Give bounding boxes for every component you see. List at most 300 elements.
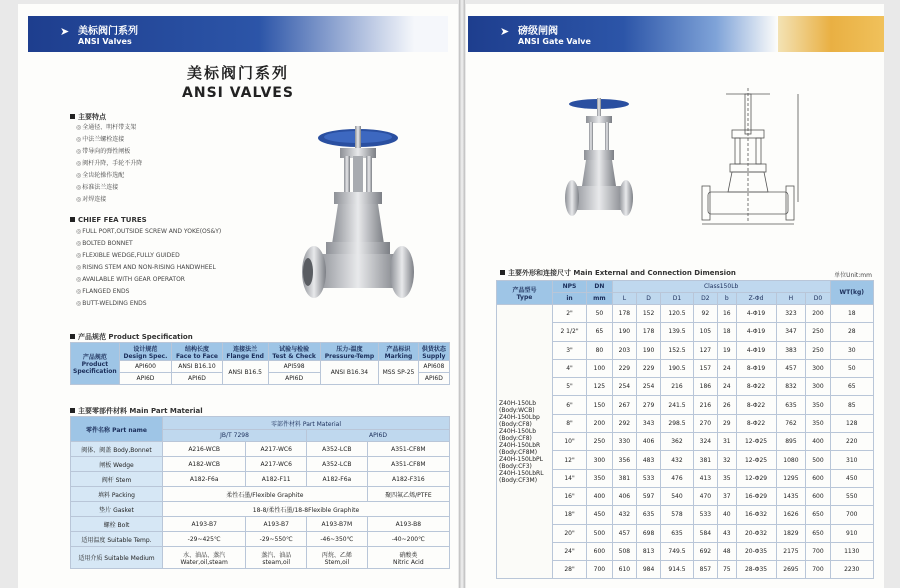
dim-cell: 157: [693, 359, 717, 377]
table-row: [71, 532, 450, 547]
material-cell: -46~350℃: [307, 532, 368, 547]
material-cell: -40~200℃: [367, 532, 449, 547]
page-title-zh: 美标阀门系列: [186, 64, 289, 82]
dim-model-line: (Body:WCB): [499, 406, 535, 414]
material-cell: [163, 547, 246, 569]
feature-item: ◎ 带导向的弹性闸板: [76, 146, 142, 158]
dim-cell: 1626: [776, 506, 806, 524]
table-row: [497, 414, 874, 432]
dim-cell: 1130: [830, 542, 873, 560]
feature-item: ◎ RISING STEM AND NON-RISING HANDWHEEL: [76, 262, 221, 274]
dim-cell: 1295: [776, 469, 806, 487]
material-cell: 聚四氟乙烯/PTFE: [367, 487, 449, 502]
dim-cell: 813: [636, 542, 660, 560]
dim-cell: 48: [717, 542, 736, 560]
dim-sub-col: D1: [661, 293, 694, 305]
dim-cell: 279: [636, 396, 660, 414]
dim-cell: 8-Φ19: [736, 359, 776, 377]
dim-cell: 5": [553, 378, 587, 396]
spec-cell: API6D: [119, 373, 172, 385]
dim-cell: 914.5: [661, 561, 694, 579]
table-row: [497, 323, 874, 341]
dim-cell: 24": [553, 542, 587, 560]
material-heading: 主要零部件材料 Main Part Material: [70, 406, 203, 416]
dim-cell: 470: [693, 487, 717, 505]
dim-cell: 152.5: [661, 341, 694, 359]
gate-valve-drawing: [688, 88, 808, 228]
material-cell: A193-B7: [163, 517, 246, 532]
dim-cell: 43: [717, 524, 736, 542]
dim-cell: 700: [587, 561, 613, 579]
material-std1: JB/T 7298: [163, 430, 307, 442]
dim-cell: 597: [636, 487, 660, 505]
dim-cell: 350: [806, 414, 830, 432]
dim-cell: 483: [636, 451, 660, 469]
dim-cell: 2": [553, 305, 587, 323]
dim-cell: 26: [717, 396, 736, 414]
feature-item: ◎ 标准法兰连接: [76, 182, 142, 194]
dim-cell: 250: [806, 323, 830, 341]
spec-cell: API6D: [418, 373, 449, 385]
dim-cell: 450: [587, 506, 613, 524]
left-header-zh: 美标阀门系列: [78, 26, 138, 37]
dim-cell: 700: [806, 561, 830, 579]
dim-cell: 190.5: [661, 359, 694, 377]
material-cell: -29~425℃: [163, 532, 246, 547]
dim-cell: 178: [612, 305, 636, 323]
dim-cell: 600: [806, 469, 830, 487]
dim-cell: 203: [612, 341, 636, 359]
left-header-band: [28, 16, 448, 52]
dim-cell: 600: [587, 542, 613, 560]
dim-cell: 600: [806, 487, 830, 505]
dim-cell: 635: [661, 524, 694, 542]
table-row: [71, 517, 450, 532]
dim-col-class: Class150Lb: [612, 281, 830, 293]
dim-cell: 24: [717, 378, 736, 396]
dim-cell: 4-Φ19: [736, 305, 776, 323]
table-row: [497, 378, 874, 396]
dim-cell: 330: [612, 433, 636, 451]
right-page: [466, 4, 884, 588]
feature-item: ◎ BOLTED BONNET: [76, 238, 221, 250]
dim-model-line: Z40H-150Lb: [499, 399, 537, 407]
dim-cell: 2 1/2": [553, 323, 587, 341]
dim-cell: 16-Φ29: [736, 487, 776, 505]
dim-cell: 700: [830, 506, 873, 524]
material-cell: A352-LCB: [307, 442, 368, 457]
feature-item: ◎ FLEXIBLE WEDGE,FULLY GUIDED: [76, 250, 221, 262]
dim-cell: 65: [830, 378, 873, 396]
dim-cell: 400: [806, 433, 830, 451]
dim-sub-mm: mm: [587, 293, 613, 305]
dim-cell: 50: [830, 359, 873, 377]
dim-cell: 85: [830, 396, 873, 414]
material-cell: [246, 547, 307, 569]
dim-cell: 700: [806, 542, 830, 560]
material-cell: A217-WC6: [246, 457, 307, 472]
dim-cell: 190: [612, 323, 636, 341]
dim-cell: 324: [693, 433, 717, 451]
dim-col-model: 产品型号 Type: [497, 281, 553, 305]
dim-cell: 381: [693, 451, 717, 469]
dim-cell: 749.5: [661, 542, 694, 560]
dim-model-line: Z40H-150LbR: [499, 441, 541, 449]
dim-cell: 650: [806, 506, 830, 524]
dim-cell: 4-Φ19: [736, 323, 776, 341]
dim-cell: 692: [693, 542, 717, 560]
dim-cell: 347: [776, 323, 806, 341]
material-row-label: 阀体、阀盖 Body,Bonnet: [71, 442, 163, 457]
dim-cell: 2175: [776, 542, 806, 560]
dim-cell: 350: [806, 396, 830, 414]
spec-cell: API6D: [172, 373, 223, 385]
dim-cell: 4-Φ19: [736, 341, 776, 359]
table-row: [71, 487, 450, 502]
dim-cell: 18: [717, 323, 736, 341]
chevron-right-icon: ➤: [500, 25, 510, 38]
material-cell: A193-B7: [246, 517, 307, 532]
dim-model-line: Z40H-150LbRL: [499, 469, 544, 477]
dim-cell: 343: [636, 414, 660, 432]
material-cell: A182-F11: [246, 472, 307, 487]
dim-cell: 250: [587, 433, 613, 451]
material-row-label: 垫片 Gasket: [71, 502, 163, 517]
features-zh-heading: 主要特点: [70, 112, 106, 122]
dim-model-line: (Body:CF3): [499, 462, 532, 470]
header-accent-bar: [778, 16, 884, 52]
dim-cell: 254: [636, 378, 660, 396]
spec-row-label: 产品规范 Product Specification: [71, 343, 120, 385]
left-page: [18, 4, 458, 588]
material-cell: A182-WCB: [163, 457, 246, 472]
dim-cell: 8-Φ22: [736, 396, 776, 414]
dim-cell: 267: [612, 396, 636, 414]
table-row: [497, 487, 874, 505]
spec-cell: API6D: [268, 373, 320, 385]
material-cell-zh: 丙烷、乙烯: [321, 551, 352, 559]
right-header-en: ANSI Gate Valve: [518, 37, 591, 46]
dim-col-nps: NPS: [553, 281, 587, 293]
material-row-label: 闸板 Wedge: [71, 457, 163, 472]
material-row-label: 螺栓 Bolt: [71, 517, 163, 532]
dim-cell: 139.5: [661, 323, 694, 341]
material-cell-en: Water,oil,steam: [180, 558, 228, 566]
dim-cell: 1435: [776, 487, 806, 505]
dim-model-line: (Body:CF8): [499, 420, 532, 428]
table-row: [71, 457, 450, 472]
dim-cell: 220: [830, 433, 873, 451]
table-row: [497, 451, 874, 469]
dim-cell: 550: [830, 487, 873, 505]
dim-cell: 37: [717, 487, 736, 505]
dim-cell: 457: [776, 359, 806, 377]
dim-cell: 32: [717, 451, 736, 469]
dim-cell: 152: [636, 305, 660, 323]
dim-cell: 80: [587, 341, 613, 359]
material-cell: A193-B8: [367, 517, 449, 532]
dim-cell: 18: [830, 305, 873, 323]
dim-cell: 150: [587, 396, 613, 414]
dim-cell: 241.5: [661, 396, 694, 414]
dim-sub-col: b: [717, 293, 736, 305]
feature-item: ◎ 对焊连接: [76, 194, 142, 206]
dim-cell: 120.5: [661, 305, 694, 323]
dim-cell: 20": [553, 524, 587, 542]
material-row-label: 填料 Packing: [71, 487, 163, 502]
dim-cell: 35: [717, 469, 736, 487]
dim-sub-col: D2: [693, 293, 717, 305]
dim-cell: 229: [612, 359, 636, 377]
dim-cell: 10": [553, 433, 587, 451]
dim-cell: 200: [806, 305, 830, 323]
material-col-part: 零件名称 Part name: [71, 417, 163, 442]
dimension-heading: 主要外形和连接尺寸 Main External and Connection Dimension: [500, 268, 736, 278]
dim-cell: 2695: [776, 561, 806, 579]
table-row: [497, 396, 874, 414]
dim-cell: 381: [612, 469, 636, 487]
dim-cell: 14": [553, 469, 587, 487]
spec-cell: API608: [418, 361, 449, 373]
spec-cell: ANSI B16.10: [172, 361, 223, 373]
material-row-label: 适用介质 Suitable Medium: [71, 547, 163, 569]
dim-cell: 698: [636, 524, 660, 542]
dim-cell: 4": [553, 359, 587, 377]
dim-cell: 350: [587, 469, 613, 487]
dim-sub-col: L: [612, 293, 636, 305]
spec-heading: 产品规范 Product Specification: [70, 332, 193, 342]
dim-cell: 533: [636, 469, 660, 487]
material-cell-en: steam,oil: [262, 558, 290, 566]
dim-cell: 50: [587, 305, 613, 323]
dim-cell: 413: [693, 469, 717, 487]
dim-cell: 12": [553, 451, 587, 469]
dim-cell: 216: [661, 378, 694, 396]
dim-model-line: Z40H-150Lbp: [499, 413, 540, 421]
material-std2: API6D: [307, 430, 450, 442]
table-row: [497, 341, 874, 359]
dim-model-line: Z40H-150Lb: [499, 427, 537, 435]
dim-cell: 29: [717, 414, 736, 432]
table-row: [497, 542, 874, 560]
dim-cell: 8-Φ22: [736, 378, 776, 396]
material-cell: A182-F6a: [307, 472, 368, 487]
left-header-en: ANSI Valves: [78, 37, 132, 46]
dim-cell: 186: [693, 378, 717, 396]
dim-cell: 75: [717, 561, 736, 579]
features-en-heading: CHIEF FEA TURES: [70, 216, 147, 224]
dim-col-dn: DN: [587, 281, 613, 293]
dim-cell: 100: [587, 359, 613, 377]
spec-cell: API598: [268, 361, 320, 373]
dim-cell: 16-Φ32: [736, 506, 776, 524]
table-row: [71, 547, 450, 569]
dim-model-line: (Body:CF8M): [499, 448, 538, 456]
dim-cell: 298.5: [661, 414, 694, 432]
material-cell-zh: 硝酸类: [399, 551, 418, 559]
dim-cell: 383: [776, 341, 806, 359]
dim-cell: 200: [587, 414, 613, 432]
gate-valve-photo: [298, 126, 438, 316]
dim-cell: 650: [806, 524, 830, 542]
material-row-label: 适用温度 Suitable Temp.: [71, 532, 163, 547]
dim-cell: 92: [693, 305, 717, 323]
dim-cell: 125: [587, 378, 613, 396]
dim-cell: 857: [693, 561, 717, 579]
page-title-en: ANSI VALVES: [182, 85, 294, 101]
dim-cell: 406: [612, 487, 636, 505]
material-cell-zh: 水、油品、蒸汽: [183, 551, 226, 559]
dim-cell: 540: [661, 487, 694, 505]
table-row: [497, 433, 874, 451]
material-row-label: 阀杆 Stem: [71, 472, 163, 487]
dim-cell: 984: [636, 561, 660, 579]
dim-model-line: (Body:CF8): [499, 434, 532, 442]
dim-cell: 65: [587, 323, 613, 341]
dim-sub-col: D: [636, 293, 660, 305]
dim-cell: 356: [612, 451, 636, 469]
dim-cell: 476: [661, 469, 694, 487]
material-cell: A193-B7M: [307, 517, 368, 532]
dim-cell: 300: [806, 378, 830, 396]
dim-cell: 12-Φ25: [736, 451, 776, 469]
material-col-material: 零部件材料 Part Material: [163, 417, 450, 430]
material-table: [70, 416, 450, 569]
dim-cell: 310: [830, 451, 873, 469]
table-row: [497, 524, 874, 542]
dim-cell: 30: [830, 341, 873, 359]
dim-cell: 300: [806, 359, 830, 377]
dim-cell: 127: [693, 341, 717, 359]
dim-cell: 406: [636, 433, 660, 451]
feature-item: ◎ 阀杆升降，手轮不升降: [76, 158, 142, 170]
dim-cell: 533: [693, 506, 717, 524]
table-row: [71, 472, 450, 487]
dim-cell: 895: [776, 433, 806, 451]
features-zh-list: [76, 122, 142, 206]
dim-sub-col: Z-Φd: [736, 293, 776, 305]
dim-model-cell: [497, 305, 553, 579]
dim-cell: 3": [553, 341, 587, 359]
material-cell: -29~550℃: [246, 532, 307, 547]
spec-cell: ANSI B16.34: [320, 361, 378, 385]
book-spine: [459, 0, 465, 588]
dim-cell: 190: [636, 341, 660, 359]
dim-cell: 28": [553, 561, 587, 579]
dim-model-line: Z40H-150LbPL: [499, 455, 543, 463]
dim-cell: 762: [776, 414, 806, 432]
material-cell: [307, 547, 368, 569]
dim-sub-in: in: [553, 293, 587, 305]
spec-cell: MSS SP-25: [379, 361, 419, 385]
right-header-zh: 磅级闸阀: [518, 26, 558, 37]
dim-cell: 16: [717, 305, 736, 323]
dim-cell: 31: [717, 433, 736, 451]
material-cell: A216-WCB: [163, 442, 246, 457]
dim-cell: 584: [693, 524, 717, 542]
dim-cell: 20-Φ32: [736, 524, 776, 542]
dim-sub-col: H: [776, 293, 806, 305]
spec-cell: API600: [119, 361, 172, 373]
dim-cell: 400: [587, 487, 613, 505]
dim-cell: 270: [693, 414, 717, 432]
material-cell-zh: 蒸汽、油品: [261, 551, 292, 559]
table-row: [497, 561, 874, 579]
dim-cell: 323: [776, 305, 806, 323]
dimension-table: [496, 280, 874, 579]
dim-cell: 1829: [776, 524, 806, 542]
dim-cell: 362: [661, 433, 694, 451]
dim-cell: 292: [612, 414, 636, 432]
dim-cell: 12-Φ25: [736, 433, 776, 451]
dim-cell: 254: [612, 378, 636, 396]
unit-label: 单位Unit:mm: [834, 272, 872, 279]
dim-cell: 105: [693, 323, 717, 341]
table-row: [71, 442, 450, 457]
dim-cell: 24: [717, 359, 736, 377]
feature-item: ◎ 中法兰螺栓连接: [76, 134, 142, 146]
feature-item: ◎ FLANGED ENDS: [76, 286, 221, 298]
dim-cell: 1080: [776, 451, 806, 469]
dim-cell: 28-Φ35: [736, 561, 776, 579]
dim-cell: 128: [830, 414, 873, 432]
dim-cell: 635: [636, 506, 660, 524]
dim-cell: 635: [776, 396, 806, 414]
dim-cell: 457: [612, 524, 636, 542]
gate-valve-photo-small: [564, 94, 634, 224]
right-header-band: [468, 16, 778, 52]
dim-cell: 8": [553, 414, 587, 432]
material-cell-en: Stem,oil: [324, 558, 350, 566]
dim-cell: 578: [661, 506, 694, 524]
dim-cell: 18": [553, 506, 587, 524]
material-cell: 18-8/柔性石墨/18-8Flexible Graphite: [163, 502, 450, 517]
dim-cell: 12-Φ29: [736, 469, 776, 487]
dim-cell: 8-Φ22: [736, 414, 776, 432]
feature-item: ◎ 全通径、明杆带支架: [76, 122, 142, 134]
material-cell: [367, 547, 449, 569]
material-cell: A182-F316: [367, 472, 449, 487]
dim-cell: 16": [553, 487, 587, 505]
dim-cell: 216: [693, 396, 717, 414]
dim-model-line: (Body:CF3M): [499, 476, 538, 484]
spec-cell: ANSI B16.5: [222, 361, 268, 385]
features-en-list: [76, 226, 221, 310]
dim-cell: 19: [717, 341, 736, 359]
dim-cell: 40: [717, 506, 736, 524]
table-row: [497, 469, 874, 487]
page-title: [128, 62, 348, 101]
dim-col-wt: WT(kg): [830, 281, 873, 305]
feature-item: ◎ BUTT-WELDING ENDS: [76, 298, 221, 310]
material-cell: A182-F6a: [163, 472, 246, 487]
dim-cell: 500: [806, 451, 830, 469]
dim-cell: 910: [830, 524, 873, 542]
material-cell-en: Nitric Acid: [393, 558, 424, 566]
dim-cell: 508: [612, 542, 636, 560]
dim-cell: 6": [553, 396, 587, 414]
dim-cell: 500: [587, 524, 613, 542]
dim-cell: 28: [830, 323, 873, 341]
table-row: [497, 305, 874, 323]
dim-cell: 250: [806, 341, 830, 359]
chevron-right-icon: ➤: [60, 25, 70, 38]
dim-cell: 300: [587, 451, 613, 469]
dim-cell: 610: [612, 561, 636, 579]
material-cell: A217-WC6: [246, 442, 307, 457]
dim-cell: 432: [612, 506, 636, 524]
material-cell: A351-CF8M: [367, 442, 449, 457]
